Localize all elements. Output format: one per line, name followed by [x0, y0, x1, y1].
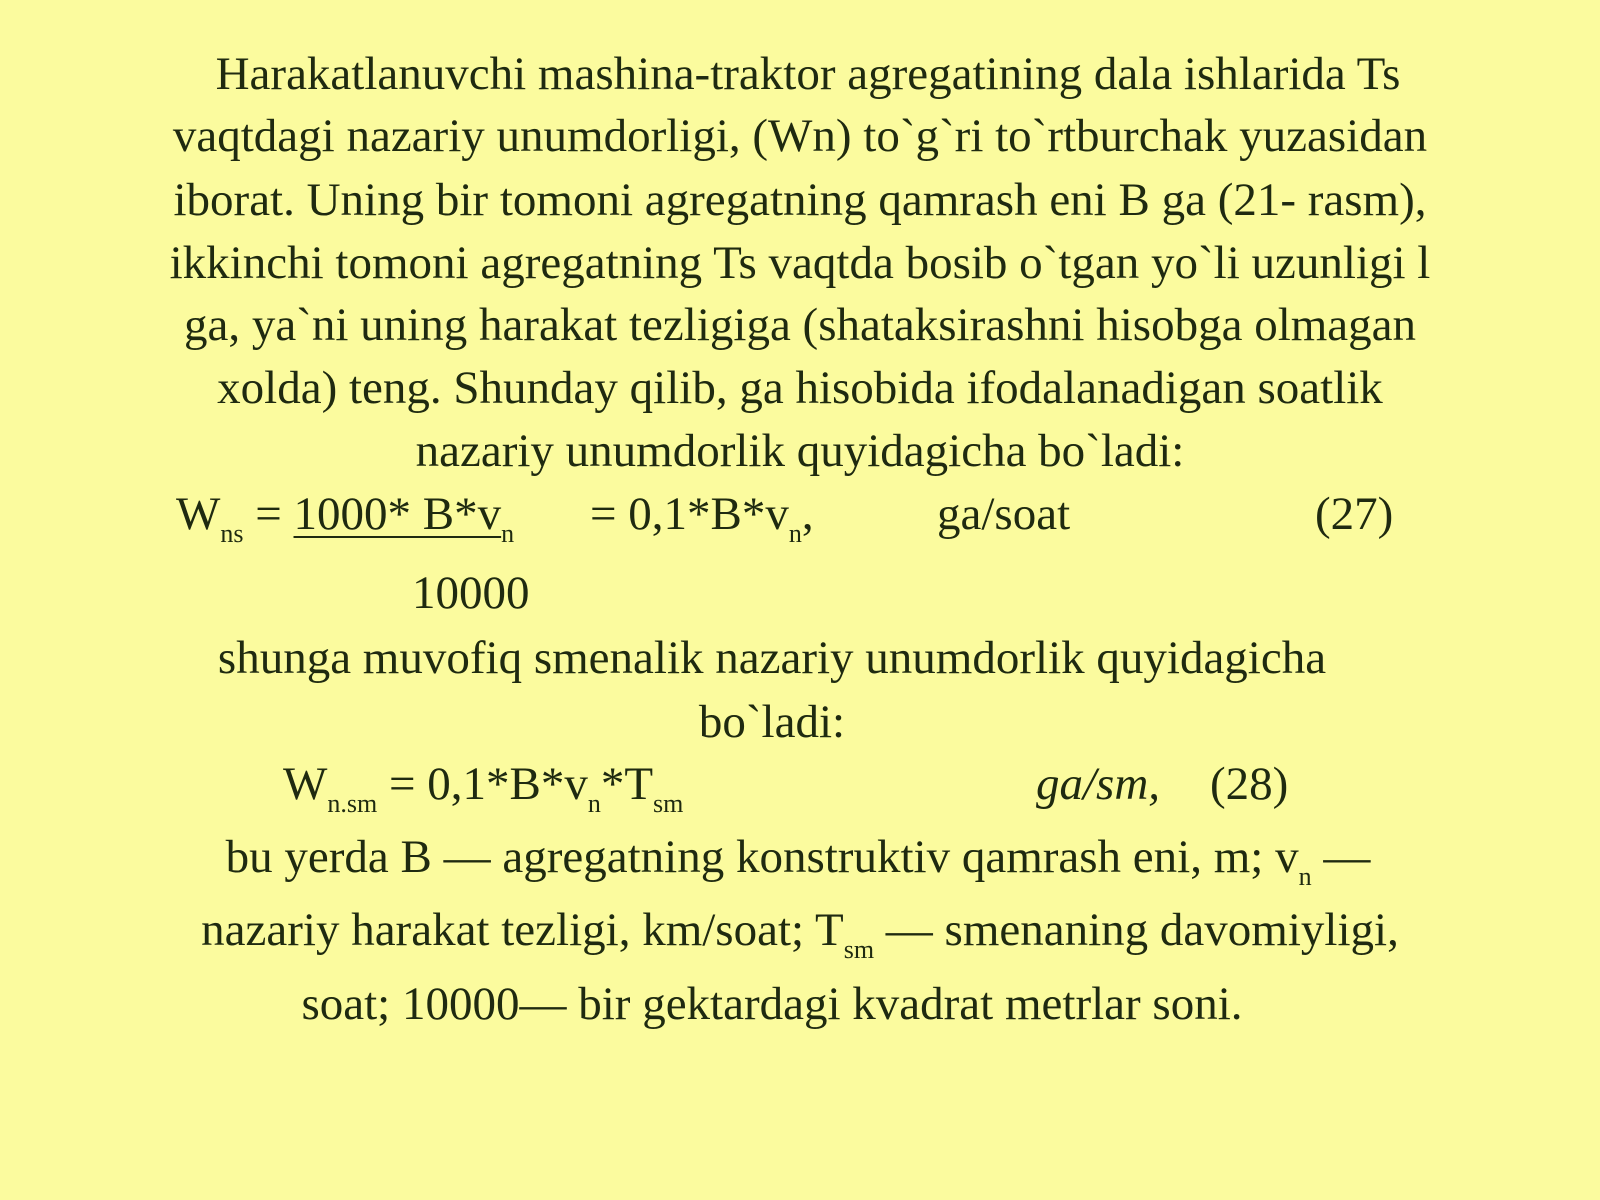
- paragraph2-line-2: bo`ladi:: [698, 696, 846, 748]
- paragraph-line-6: xolda) teng. Shunday qilib, ga hisobida ifodalanadigan soatlik: [217, 362, 1383, 414]
- formula-27-lhs: [176, 486, 514, 549]
- paragraph3-line-1-text-b: —: [1311, 831, 1371, 883]
- formula-27-numerator: [293, 488, 515, 548]
- formula-27-equals: =: [255, 488, 282, 540]
- paragraph-line-1: Harakatlanuvchi mashina-traktor agregatining dala ishlarida Ts: [215, 48, 1401, 100]
- formula-28-expr-sub-2: sm: [653, 789, 684, 818]
- formula-28-expr-2: *T: [600, 758, 654, 810]
- paragraph-line-4: ikkinchi tomoni agregatning Ts vaqtda bosib o`tgan yo`li uzunligi l: [169, 237, 1431, 289]
- paragraph3-line-1: [0, 829, 1598, 892]
- paragraph3-line-1-text-a: bu yerda B — agregatning konstruktiv qamrash eni, m; v: [225, 831, 1299, 883]
- formula-28-expr-1: = 0,1*B*v: [377, 758, 588, 810]
- formula-27-numerator-sub: n: [501, 519, 515, 548]
- formula-27-numerator-text: 1000* B*v: [293, 488, 502, 540]
- formula-28-number: (28): [1210, 758, 1289, 810]
- paragraph3-line-3: soat; 10000— bir gektardagi kvadrat metrlar soni.: [301, 978, 1243, 1030]
- paragraph3-line-2-sub: sm: [843, 935, 875, 964]
- formula-27-denominator: 10000: [412, 567, 530, 619]
- formula-27-rhs-end: ,: [801, 488, 814, 540]
- formula-27-number: (27): [1315, 488, 1394, 540]
- paragraph-line-5: ga, ya`ni uning harakat tezligiga (shataksirashni hisobga olmagan: [183, 299, 1417, 351]
- paragraph-line-2: vaqtdagi nazariy unumdorligi, (Wn) to`g`ri to`rtburchak yuzasidan: [172, 110, 1428, 162]
- paragraph3-line-1-sub: n: [1298, 862, 1312, 891]
- paragraph-line-7: nazariy unumdorlik quyidagicha bo`ladi:: [415, 425, 1185, 477]
- paragraph2-line-1: shunga muvofiq smenalik nazariy unumdorlik quyidagicha: [217, 632, 1327, 684]
- paragraph3-line-2-text-a: nazariy harakat tezligi, km/soat; T: [201, 904, 844, 956]
- paragraph3-line-2-text-b: — smenaning davomiyligi,: [874, 904, 1399, 956]
- formula-27-rhs: [590, 486, 814, 549]
- formula-28-w-symbol: W: [283, 758, 328, 810]
- paragraph-line-3: iborat. Uning bir tomoni agregatning qamrash eni B ga (21- rasm),: [173, 174, 1427, 226]
- formula-28-expression: [283, 756, 683, 819]
- formula-27-w-symbol: W: [176, 488, 221, 540]
- formula-27-w-subscript: ns: [220, 519, 244, 548]
- paragraph3-line-2: [0, 902, 1600, 965]
- formula-28-unit: ga/sm,: [1036, 758, 1161, 810]
- formula-27-unit: ga/soat: [937, 488, 1071, 540]
- formula-28-w-subscript: n.sm: [327, 789, 378, 818]
- formula-27-rhs-sub: n: [788, 519, 802, 548]
- formula-27-rhs-text: = 0,1*B*v: [590, 488, 789, 540]
- formula-28-expr-sub-1: n: [587, 789, 601, 818]
